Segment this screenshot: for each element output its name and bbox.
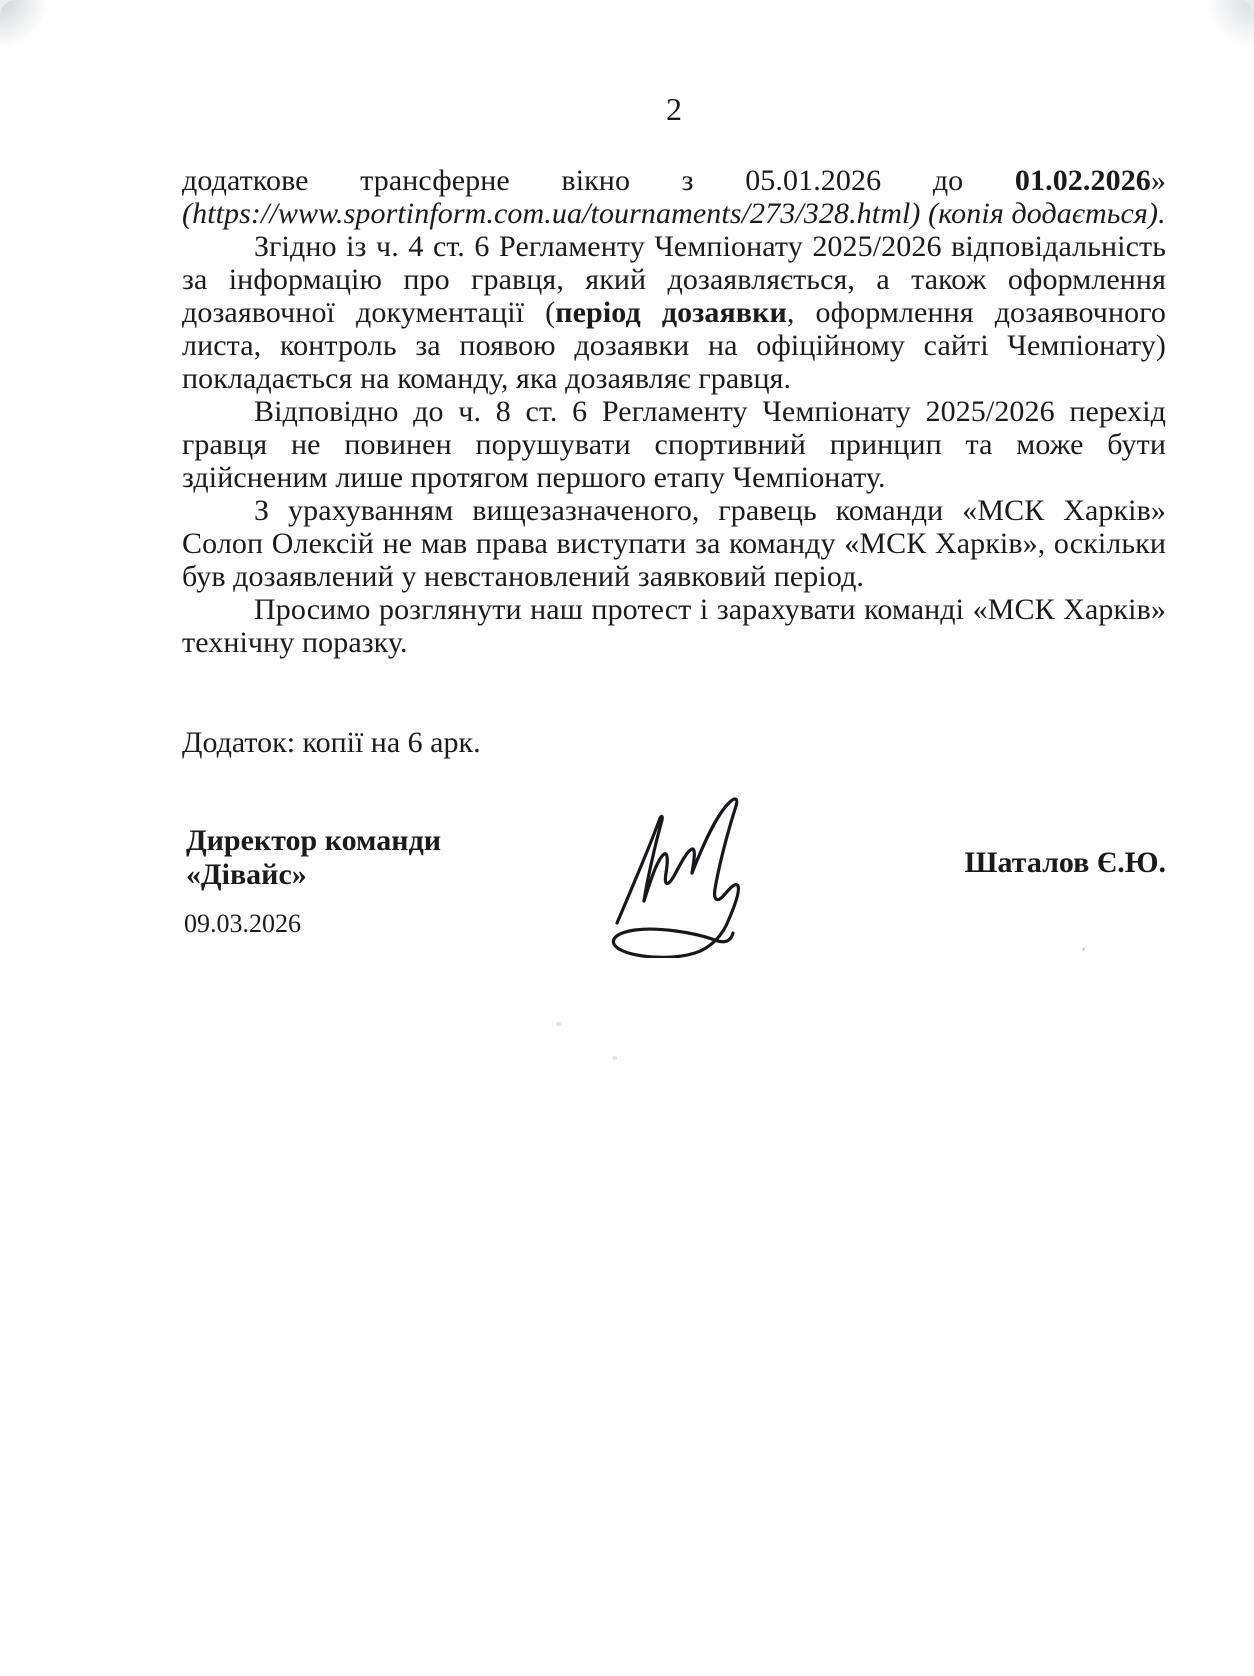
page-number: 2 bbox=[666, 91, 682, 127]
paragraph-conclusion: З урахуванням вищезазначеного, гравець команди «МСК Харків» Солоп Олексій не мав права виступати за команду «МСК Харків», оскільки був дозаявлений у невстановлений заявковий період. bbox=[182, 494, 1166, 593]
scan-speck bbox=[556, 1022, 561, 1026]
attachment-note: Додаток: копії на 6 арк. bbox=[182, 726, 481, 759]
bold-term: період дозаявки bbox=[555, 296, 787, 329]
scan-corner-shadow bbox=[1206, 0, 1254, 48]
paragraph-text: , оформлення дозаявочного листа, контроль за появою дозаявки на офіційному сайті Чемпіонату) покладається на команду, яка дозаявляє гравця. bbox=[182, 296, 1167, 395]
signoff-role-line2: «Дівайс» bbox=[186, 858, 307, 891]
signoff-name: Шаталов Є.Ю. bbox=[964, 846, 1166, 879]
scan-speck bbox=[612, 1056, 617, 1060]
paragraph-regulation-part4 bbox=[182, 230, 1166, 395]
continued-paragraph-line bbox=[182, 164, 1166, 197]
signoff-role bbox=[186, 824, 441, 892]
document-body bbox=[182, 164, 1166, 659]
handwritten-signature-icon bbox=[597, 793, 777, 958]
transfer-window-end-date: 01.02.2026 bbox=[1014, 164, 1151, 197]
closing-quote: » bbox=[1150, 164, 1166, 197]
paragraph-request: Просимо розглянути наш протест і зарахувати команді «МСК Харків» технічну поразку. bbox=[182, 593, 1166, 659]
source-url-line: (https://www.sportinform.com.ua/tournaments/273/328.html) (копія додається). bbox=[182, 197, 1166, 230]
continued-text: додаткове трансферне вікно з 05.01.2026 до bbox=[182, 164, 964, 197]
paragraph-text: Згідно із ч. 4 ст. 6 Регламенту Чемпіонату 2025/2026 відповідальність за інформацію про гравця, який дозаявляється, а також оформлення дозаявочної документації ( bbox=[182, 230, 1166, 329]
scan-corner-shadow bbox=[0, 0, 48, 48]
signoff-role-line1: Директор команди bbox=[186, 824, 442, 857]
paragraph-regulation-part8: Відповідно до ч. 8 ст. 6 Регламенту Чемпіонату 2025/2026 перехід гравця не повинен порушувати спортивний принцип та може бути здійсненим лише протягом першого етапу Чемпіонату. bbox=[182, 395, 1166, 494]
signoff-date: 09.03.2026 bbox=[184, 909, 301, 938]
scan-artifact: ‘ bbox=[1077, 943, 1088, 962]
